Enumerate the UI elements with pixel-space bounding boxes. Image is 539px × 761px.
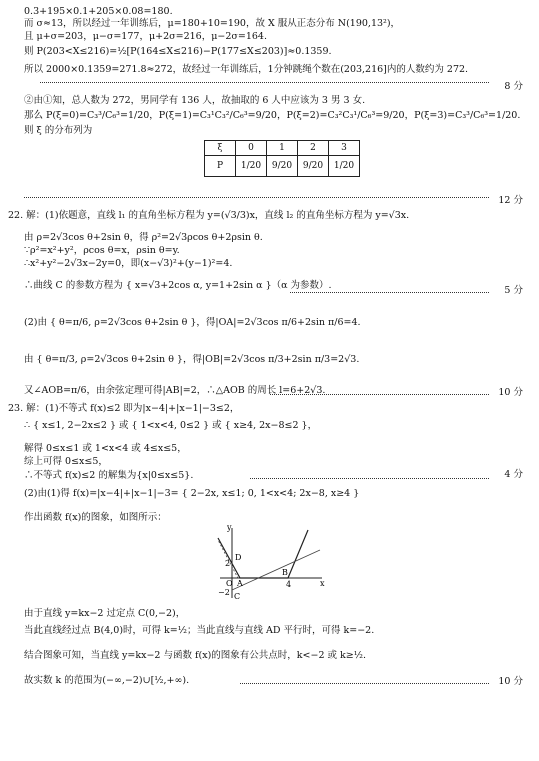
line-7: 那么 P(ξ=0)=C₃³/C₆³=1/20，P(ξ=1)=C₃¹C₃²/C₆³=9/20，P(ξ=2)=C₃²C₃¹/C₆³=9/20，P(ξ=3)=C₃³/C₆³=1/20. — [24, 110, 521, 121]
label-a: A — [237, 579, 243, 588]
line-12: ∴x²+y²−2√3x−2y=0，即(x−√3)²+(y−1)²=4. — [24, 258, 233, 269]
line-23: 作出函数 f(x)的图象，如图所示： — [24, 512, 167, 523]
label-2: 2 — [225, 559, 231, 568]
label-neg2: −2 — [218, 588, 230, 597]
table-cell: 1/20 — [236, 156, 267, 177]
table-header-cell: 2 — [298, 141, 329, 156]
label-x: x — [320, 579, 325, 588]
label-c: C — [234, 592, 241, 600]
line-24: 由于直线 y=kx−2 过定点 C(0,−2)， — [24, 608, 186, 619]
line-9: 22. 解：(1)依题意，直线 l₁ 的直角坐标方程为 y=(√3/3)x，直线 l₂ 的直角坐标方程为 y=√3x. — [8, 210, 410, 221]
table-header-cell: 0 — [236, 141, 267, 156]
leader-dots — [240, 683, 489, 684]
function-graph — [210, 520, 330, 600]
score-5: 5 分 — [504, 285, 523, 296]
leader-dots — [250, 478, 489, 479]
leader-dots — [290, 292, 489, 293]
line-20: 综上可得 0≤x≤5， — [24, 456, 108, 467]
line-27: 故实数 k 的范围为(−∞,−2)∪[½,+∞). — [24, 675, 190, 686]
line-25: 当此直线经过点 B(4,0)时，可得 k=½；当此直线与直线 AD 平行时，可得 k=−2. — [24, 625, 375, 636]
table-header-cell: 1 — [267, 141, 298, 156]
line-16: 又∠AOB=π/6，由余弦定理可得|AB|=2，∴△AOB 的周长 l=6+2√3. — [24, 385, 326, 396]
line-10: 由 ρ=2√3cos θ+2sin θ，得 ρ²=2√3ρcos θ+2ρsin θ. — [24, 232, 263, 243]
table-cell: 1/20 — [329, 156, 360, 177]
leader-dots — [40, 82, 489, 83]
line-18: ∴ { x≤1, 2−2x≤2 } 或 { 1<x<4, 0≤2 } 或 { x≥4, 2x−8≤2 }， — [24, 420, 318, 431]
leader-dots — [270, 394, 489, 395]
label-o: O — [226, 579, 233, 588]
line-13: ∴曲线 C 的参数方程为 { x=√3+2cos α, y=1+2sin α }（α 为参数）. — [24, 280, 332, 291]
label-y: y — [227, 523, 232, 532]
label-b: B — [282, 568, 288, 577]
line-8: 则 ξ 的分布列为 — [24, 125, 93, 136]
line-4: 则 P(203<X≤216)=½[P(164≤X≤216)−P(177≤X≤203)]≈0.1359. — [24, 46, 332, 57]
table-cell: 9/20 — [298, 156, 329, 177]
line-26: 结合图象可知，当直线 y=kx−2 与函数 f(x)的图象有公共点时，k<−2 或 k≥½. — [24, 650, 366, 661]
score-8: 8 分 — [504, 81, 523, 92]
line-11: ∵ρ²=x²+y²，ρcos θ=x，ρsin θ=y. — [24, 245, 180, 256]
score-4: 4 分 — [504, 469, 523, 480]
table-cell: 9/20 — [267, 156, 298, 177]
table-cell: P — [205, 156, 236, 177]
line-22: (2)由(1)得 f(x)=|x−4|+|x−1|−3= { 2−2x, x≤1; 0, 1<x<4; 2x−8, x≥4 } — [24, 488, 360, 499]
leader-dots — [24, 197, 489, 198]
line-2: 而 σ≈13，所以经过一年训练后，μ=180+10=190，故 X 服从正态分布 N(190,13²)， — [24, 18, 401, 29]
table-header-cell: 3 — [329, 141, 360, 156]
line-19: 解得 0≤x≤1 或 1<x<4 或 4≤x≤5， — [24, 443, 187, 454]
label-4: 4 — [286, 580, 292, 589]
score-10b: 10 分 — [498, 676, 523, 687]
line-14: (2)由 { θ=π/6, ρ=2√3cos θ+2sin θ }，得|OA|=2√3cos π/6+2sin π/6=4. — [24, 317, 361, 328]
score-10: 10 分 — [498, 387, 523, 398]
line-6: ②由①知，总人数为 272，男同学有 136 人，故抽取的 6 人中应该为 3 男 3 女. — [24, 95, 366, 106]
line-through-c-b — [232, 550, 320, 590]
score-12: 12 分 — [498, 195, 523, 206]
line-1: 0.3+195×0.1+205×0.08=180. — [24, 6, 173, 17]
table-header-cell: ξ — [205, 141, 236, 156]
line-3: 且 μ+σ=203，μ−σ=177，μ+2σ=216，μ−2σ=164. — [24, 31, 267, 42]
label-d: D — [235, 553, 242, 562]
line-21: ∴不等式 f(x)≤2 的解集为{x|0≤x≤5}. — [24, 470, 194, 481]
line-5: 所以 2000×0.1359=271.8≈272，故经过一年训练后，1分钟跳绳个数在(203,216]内的人数约为 272. — [24, 64, 469, 75]
line-17: 23. 解：(1)不等式 f(x)≤2 即为|x−4|+|x−1|−3≤2， — [8, 403, 240, 414]
line-15: 由 { θ=π/3, ρ=2√3cos θ+2sin θ }，得|OB|=2√3cos π/3+2sin π/3=2√3. — [24, 354, 360, 365]
distribution-table — [204, 140, 360, 177]
